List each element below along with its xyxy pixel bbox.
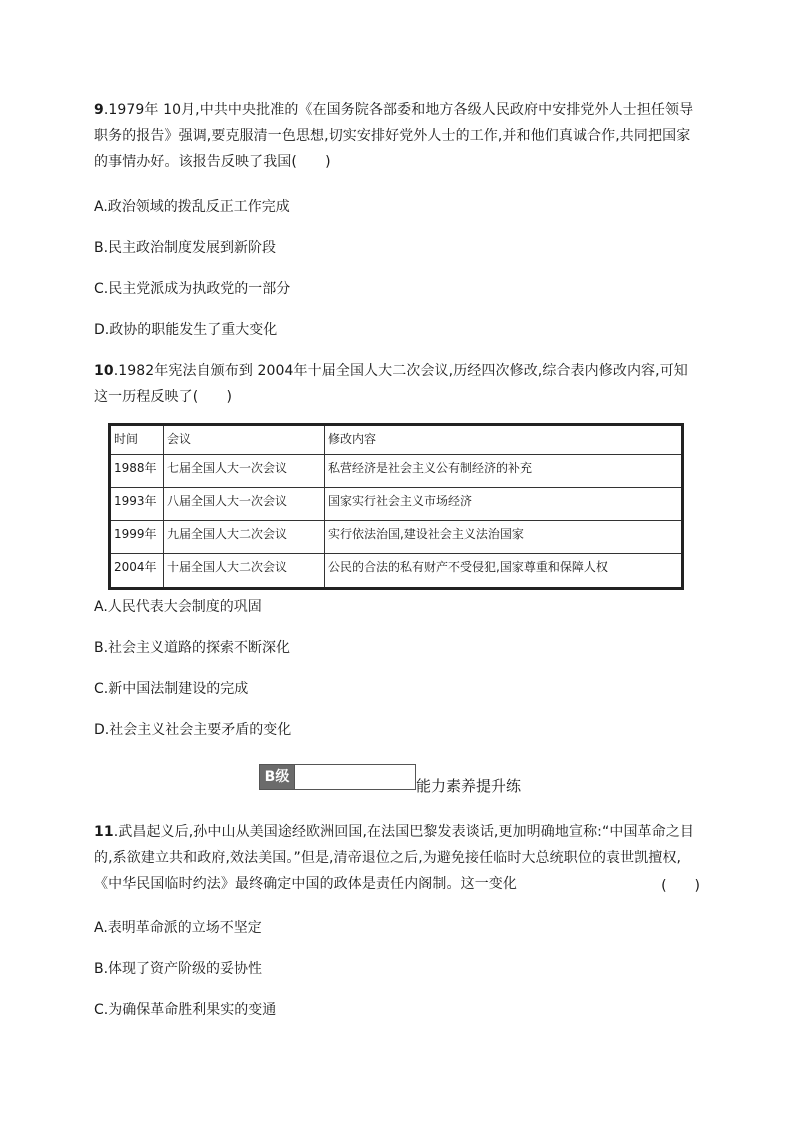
question-10-option-d[interactable]: D.社会主义社会主要矛盾的变化 xyxy=(94,722,292,738)
question-10-text: .1982年宪法自颁布到 2004年十届全国人大二次会议,历经四次修改,综合表内修改内容,可知这一历程反映了( ) xyxy=(94,363,688,405)
table-cell: 私营经济是社会主义公有制经济的补充 xyxy=(325,455,683,488)
question-9-option-d[interactable]: D.政协的职能发生了重大变化 xyxy=(94,322,278,338)
level-badge: B级 xyxy=(259,764,295,790)
table-row xyxy=(110,488,683,521)
table-row xyxy=(110,455,683,488)
question-11-option-b[interactable]: B.体现了资产阶级的妥协性 xyxy=(94,961,263,977)
question-9-number: 9 xyxy=(94,102,104,118)
question-11-stem xyxy=(94,819,700,897)
question-10-number: 10 xyxy=(94,363,114,379)
question-10-option-c[interactable]: C.新中国法制建设的完成 xyxy=(94,681,249,697)
question-10-option-b[interactable]: B.社会主义道路的探索不断深化 xyxy=(94,640,291,656)
table-cell: 九届全国人大二次会议 xyxy=(164,521,325,554)
table-cell: 1999年 xyxy=(110,521,164,554)
table-cell: 实行依法治国,建设社会主义法治国家 xyxy=(325,521,683,554)
answer-paren: ( ) xyxy=(661,878,700,894)
table-header-cell: 修改内容 xyxy=(325,425,683,455)
table-header-cell: 会议 xyxy=(164,425,325,455)
question-9-text: .1979年 10月,中共中央批准的《在国务院各部委和地方各级人民政府中安排党外人士担任领导职务的报告》强调,要克服清一色思想,切实安排好党外人士的工作,并和他们真诚合作,共同把国家的事情办好。该报告反映了我国( ) xyxy=(94,102,694,170)
level-blank-box xyxy=(295,764,416,790)
table-cell: 七届全国人大一次会议 xyxy=(164,455,325,488)
table-cell: 国家实行社会主义市场经济 xyxy=(325,488,683,521)
question-11-text: .武昌起义后,孙中山从美国途经欧洲回国,在法国巴黎发表谈话,更加明确地宣称:“中国革命之目的,系欲建立共和政府,效法美国。”但是,清帝退位之后,为避免接任临时大总统职位的袁世凯擅权,《中华民国临时约法》最终确定中国的政体是责任内阁制。这一变化 xyxy=(94,824,694,892)
table-cell: 2004年 xyxy=(110,554,164,589)
question-9-option-a[interactable]: A.政治领域的拨乱反正工作完成 xyxy=(94,199,290,215)
table-header-row xyxy=(110,425,683,455)
constitution-amendment-table xyxy=(108,423,684,590)
question-9-option-b[interactable]: B.民主政治制度发展到新阶段 xyxy=(94,240,277,256)
question-11-option-a[interactable]: A.表明革命派的立场不坚定 xyxy=(94,920,262,936)
table-cell: 1993年 xyxy=(110,488,164,521)
table-cell: 公民的合法的私有财产不受侵犯,国家尊重和保障人权 xyxy=(325,554,683,589)
section-level-header xyxy=(259,764,416,790)
table-row xyxy=(110,521,683,554)
table-cell: 1988年 xyxy=(110,455,164,488)
table-cell: 十届全国人大二次会议 xyxy=(164,554,325,589)
table-row xyxy=(110,554,683,589)
question-11-option-c[interactable]: C.为确保革命胜利果实的变通 xyxy=(94,1002,277,1018)
table-header-cell: 时间 xyxy=(110,425,164,455)
question-9-stem xyxy=(94,97,700,175)
section-title: 能力素养提升练 xyxy=(416,777,522,795)
question-11-number: 11 xyxy=(94,824,114,840)
question-9-option-c[interactable]: C.民主党派成为执政党的一部分 xyxy=(94,281,291,297)
table-cell: 八届全国人大一次会议 xyxy=(164,488,325,521)
question-10-stem xyxy=(94,358,700,410)
question-10-option-a[interactable]: A.人民代表大会制度的巩固 xyxy=(94,599,262,615)
